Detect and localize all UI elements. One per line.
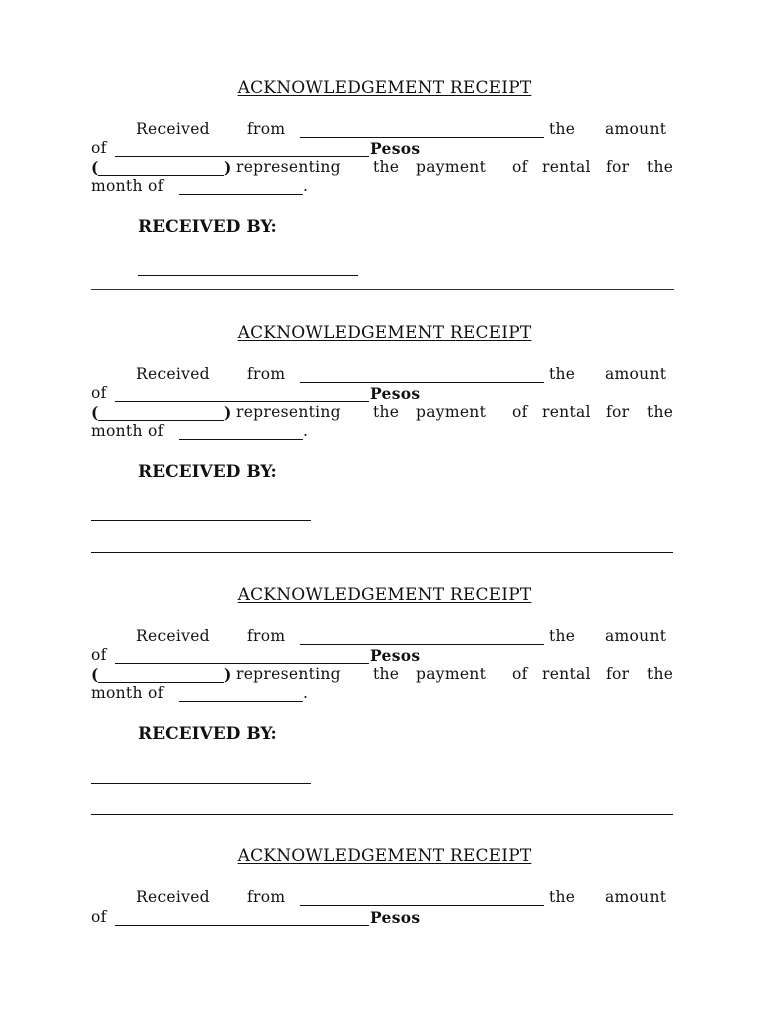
received-from-line xyxy=(91,120,678,139)
word-representing: representing xyxy=(236,158,341,176)
word-representing: representing xyxy=(236,665,341,683)
representing-line xyxy=(91,665,678,684)
word-payment: payment xyxy=(416,665,487,683)
word-rental: rental xyxy=(542,158,591,176)
month-blank[interactable] xyxy=(179,439,303,440)
received-from-line xyxy=(91,627,678,646)
word-the: the xyxy=(647,665,674,683)
amount-words-blank[interactable] xyxy=(115,401,369,402)
period: . xyxy=(303,422,309,440)
received-by-label: RECEIVED BY: xyxy=(138,462,277,482)
month-line xyxy=(91,177,678,196)
open-paren: ( xyxy=(91,665,99,684)
amount-figures-blank[interactable] xyxy=(98,420,224,421)
word-the: the xyxy=(549,627,576,645)
received-by-label: RECEIVED BY: xyxy=(138,217,277,237)
word-the: the xyxy=(647,403,674,421)
representing-line xyxy=(91,403,678,422)
representing-line xyxy=(91,158,678,177)
word-from: from xyxy=(247,627,286,645)
word-of: of xyxy=(91,646,107,664)
word-the: the xyxy=(373,403,400,421)
amount-words-blank[interactable] xyxy=(115,156,369,157)
word-of: of xyxy=(91,908,107,926)
word-payment: payment xyxy=(416,158,487,176)
close-paren: ) xyxy=(224,158,232,177)
word-representing: representing xyxy=(236,403,341,421)
received-from-blank[interactable] xyxy=(300,137,544,138)
word-from: from xyxy=(247,365,286,383)
received-from-line xyxy=(91,365,678,384)
period: . xyxy=(303,684,309,702)
amount-figures-blank[interactable] xyxy=(98,682,224,683)
received-by-label: RECEIVED BY: xyxy=(138,724,277,744)
word-for: for xyxy=(606,158,630,176)
word-pesos: Pesos xyxy=(370,646,421,665)
word-payment: payment xyxy=(416,403,487,421)
received-from-blank[interactable] xyxy=(300,644,544,645)
period: . xyxy=(303,177,309,195)
word-month-of: month of xyxy=(91,422,164,440)
word-received: Received xyxy=(136,365,210,383)
word-amount: amount xyxy=(605,120,667,138)
word-of: of xyxy=(512,403,528,421)
word-month-of: month of xyxy=(91,177,164,195)
word-rental: rental xyxy=(542,403,591,421)
open-paren: ( xyxy=(91,158,99,177)
open-paren: ( xyxy=(91,403,99,422)
receipt-divider xyxy=(91,814,673,815)
amount-words-blank[interactable] xyxy=(115,663,369,664)
word-month-of: month of xyxy=(91,684,164,702)
amount-line xyxy=(91,384,678,403)
word-from: from xyxy=(247,120,286,138)
receipt-divider xyxy=(91,552,673,553)
word-from: from xyxy=(247,888,286,906)
receipt-title: ACKNOWLEDGEMENT RECEIPT xyxy=(237,585,532,605)
receipt-divider xyxy=(91,289,674,290)
month-blank[interactable] xyxy=(179,194,303,195)
receipt-title: ACKNOWLEDGEMENT RECEIPT xyxy=(237,78,532,98)
received-from-blank[interactable] xyxy=(300,905,544,906)
signature-line[interactable] xyxy=(138,275,358,276)
word-of: of xyxy=(512,158,528,176)
word-for: for xyxy=(606,403,630,421)
word-amount: amount xyxy=(605,627,667,645)
close-paren: ) xyxy=(224,403,232,422)
word-pesos: Pesos xyxy=(370,384,421,403)
month-blank[interactable] xyxy=(179,701,303,702)
word-amount: amount xyxy=(605,365,667,383)
word-pesos: Pesos xyxy=(370,139,421,158)
word-of: of xyxy=(91,139,107,157)
amount-line xyxy=(91,908,678,927)
month-line xyxy=(91,684,678,703)
close-paren: ) xyxy=(224,665,232,684)
word-received: Received xyxy=(136,627,210,645)
word-the: the xyxy=(373,665,400,683)
amount-figures-blank[interactable] xyxy=(98,175,224,176)
word-the: the xyxy=(549,888,576,906)
word-rental: rental xyxy=(542,665,591,683)
receipt-title: ACKNOWLEDGEMENT RECEIPT xyxy=(237,846,532,866)
receipt-title: ACKNOWLEDGEMENT RECEIPT xyxy=(237,323,532,343)
word-the: the xyxy=(549,365,576,383)
received-from-blank[interactable] xyxy=(300,382,544,383)
signature-line[interactable] xyxy=(91,783,311,784)
amount-words-blank[interactable] xyxy=(115,925,369,926)
word-the: the xyxy=(549,120,576,138)
received-from-line xyxy=(91,888,678,907)
word-the: the xyxy=(373,158,400,176)
signature-line[interactable] xyxy=(91,520,311,521)
word-received: Received xyxy=(136,120,210,138)
word-pesos: Pesos xyxy=(370,908,421,927)
word-of: of xyxy=(91,384,107,402)
month-line xyxy=(91,422,678,441)
word-the: the xyxy=(647,158,674,176)
amount-line xyxy=(91,646,678,665)
amount-line xyxy=(91,139,678,158)
word-of: of xyxy=(512,665,528,683)
word-for: for xyxy=(606,665,630,683)
word-received: Received xyxy=(136,888,210,906)
word-amount: amount xyxy=(605,888,667,906)
